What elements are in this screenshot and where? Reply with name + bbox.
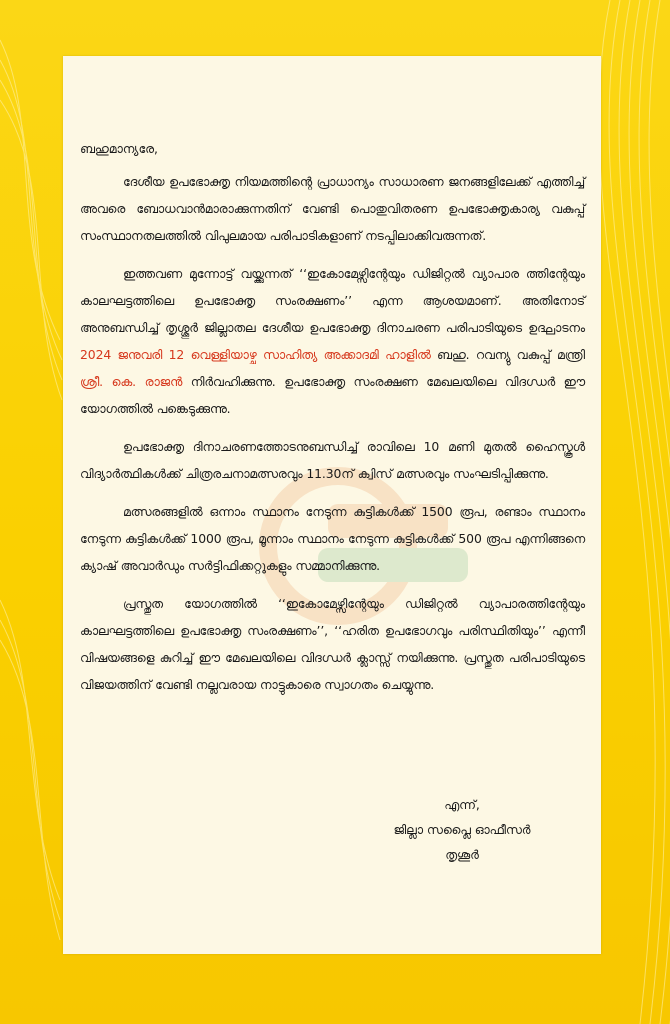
paragraph-2	[80, 260, 585, 422]
signature-closing: എന്ന്,	[444, 797, 480, 812]
minister-name: ശ്രീ. കെ. രാജൻ	[80, 374, 183, 389]
signature-block	[352, 792, 572, 867]
paragraph-3: ഉപഭോക്തൃ ദിനാചരണത്തോടനുബന്ധിച്ച് രാവിലെ 10 മണി മുതൽ ഹൈസ്കൂൾ വിദ്യാർത്ഥികൾക്ക് ചിത്രരചനാമത്സരവും 11.30ന് ക്വിസ് മത്സരവും സംഘടിപ്പിക്കുന്നു.	[80, 439, 585, 481]
paragraph-5: പ്രസ്തുത യോഗത്തിൽ ‘‘ഇകോമേഴ്സിന്റേയും ഡിജിറ്റൽ വ്യാപാരത്തിന്റേയും കാലഘട്ടത്തിലെ ഉപഭോക്തൃ സംരക്ഷണം’’, ‘‘ഹരിത ഉപഭോഗവും പരിസ്ഥിതിയും’’ എന്നീ വിഷയങ്ങളെ കുറിച്ച് ഈ മേഖലയിലെ വിദഗ്ധർ ക്ലാസ്സ് നയിക്കുന്നു. പ്രസ്തുത പരിപാടിയുടെ വിജയത്തിന് വേണ്ടി നല്ലവരായ നാട്ടുകാരെ സ്വാഗതം ചെയ്യുന്നു.	[80, 596, 585, 692]
paragraph-2-text-b: ബഹു. റവന്യു വകുപ്പ് മന്ത്രി	[430, 347, 585, 362]
paragraph-1: ദേശീയ ഉപഭോക്തൃ നിയമത്തിന്റെ പ്രാധാന്യം സാധാരണ ജനങ്ങളിലേക്ക് എത്തിച്ച് അവരെ ബോധവാൻമാരാക്കുന്നതിന് വേണ്ടി പൊതുവിതരണ ഉപഭോക്തൃകാര്യ വകുപ്പ് സംസ്ഥാനതലത്തിൽ വിപുലമായ പരിപാടികളാണ് നടപ്പിലാക്കിവരുന്നത്.	[80, 174, 585, 243]
signature-designation: ജില്ലാ സപ്ലൈ ഓഫീസർ	[393, 822, 531, 837]
signature-place: തൃശൂർ	[445, 847, 479, 862]
salutation: ബഹുമാന്യരേ,	[80, 141, 158, 156]
event-date-venue: 2024 ജനുവരി 12 വെള്ളിയാഴ്ച സാഹിത്യ അക്കാദമി ഹാളിൽ	[80, 347, 431, 362]
paragraph-2-text-a: ഇത്തവണ മുന്നോട്ട് വയ്ക്കുന്നത് ‘‘ഇകോമേഴ്സിന്റേയും ഡിജിറ്റൽ വ്യാപാര ത്തിന്റേയും കാലഘട്ടത്തിലെ ഉപഭോക്തൃ സംരക്ഷണം’’ എന്ന ആശയമാണ്. അതിനോട് അനുബന്ധിച്ച് തൃശ്ശൂർ ജില്ലാതല ദേശീയ ഉപഭോക്തൃ ദിനാചരണ പരിപാടിയുടെ ഉദ്ഘാടനം	[80, 266, 585, 335]
paragraph-4: മത്സരങ്ങളിൽ ഒന്നാം സ്ഥാനം നേടുന്ന കുട്ടികൾക്ക് 1500 രൂപ, രണ്ടാം സ്ഥാനം നേടുന്ന കുട്ടികൾക്ക് 1000 രൂപ, മൂന്നാം സ്ഥാനം നേടുന്ന കുട്ടികൾക്ക് 500 രൂപ എന്നിങ്ങനെ ക്യാഷ് അവാർഡും സർട്ടിഫിക്കറ്റുകളും സമ്മാനിക്കുന്നു.	[80, 504, 585, 573]
letter-body	[80, 135, 585, 709]
paragraph-2-text-c: നിർവഹിക്കുന്നു. ഉപഭോക്തൃ സംരക്ഷണ മേഖലയിലെ വിദഗ്ധർ ഈ യോഗത്തിൽ പങ്കെടുക്കുന്നു.	[80, 374, 585, 416]
